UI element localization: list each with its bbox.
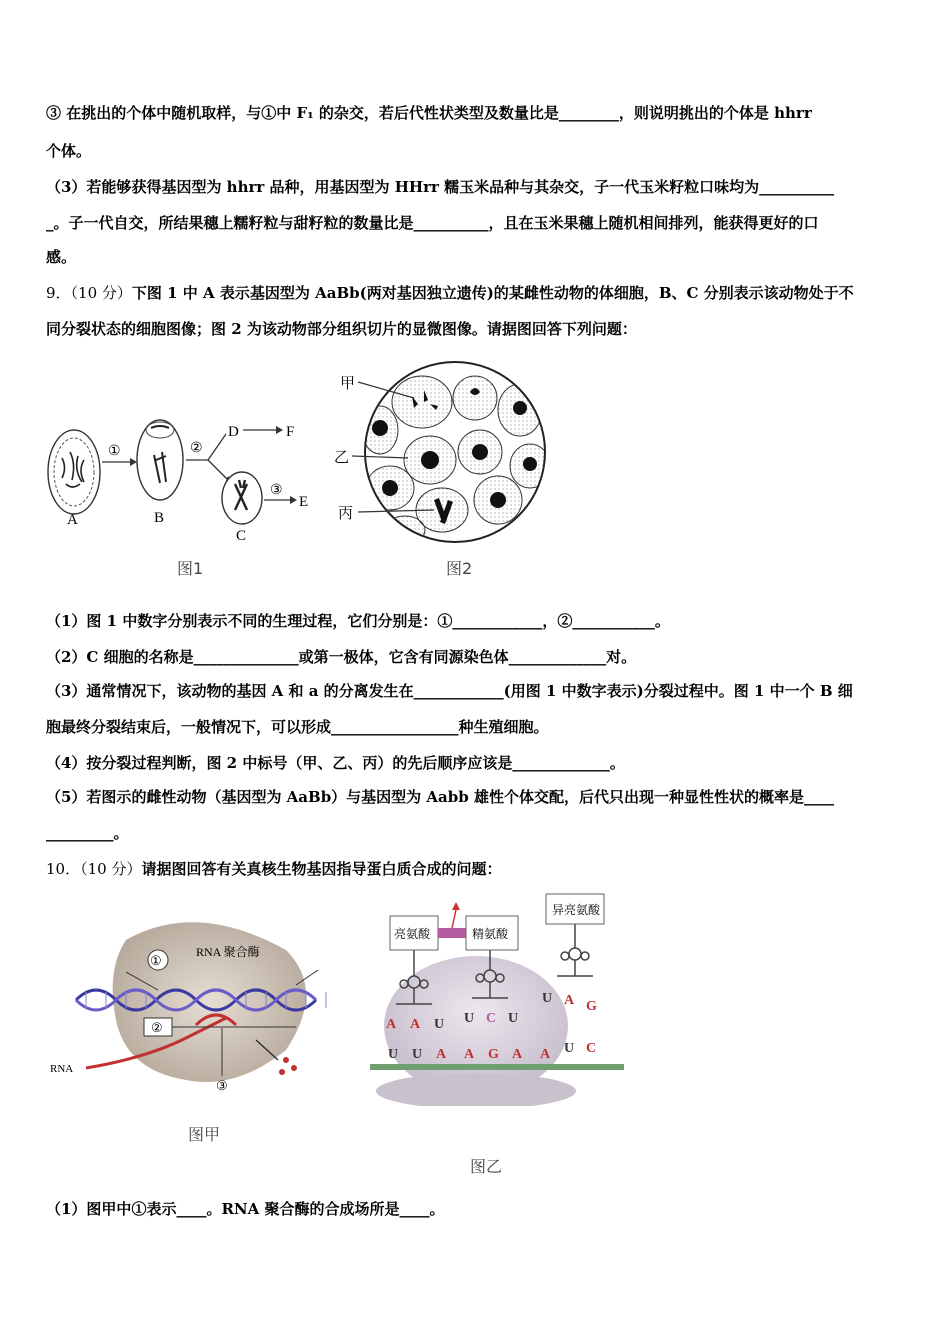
amino-acid-3: 异亮氨酸 [552, 903, 601, 917]
mrna-base-2: U [412, 1047, 423, 1062]
cell-c-label: C [236, 528, 247, 544]
mrna-base-5: G [488, 1047, 499, 1062]
anticodon-2-3: U [508, 1011, 519, 1026]
mrna-base-8: U [564, 1041, 575, 1056]
q9-sub5-line2: _________。 [46, 824, 129, 842]
cell-a [48, 430, 100, 514]
cell-a-label: A [67, 512, 78, 528]
figure-1 [40, 400, 330, 580]
fig-jia-rna-label: RNA [50, 1063, 74, 1075]
output-d-label: D [228, 424, 239, 440]
fig-jia-marker-3: ③ [216, 1078, 228, 1093]
q9-stem-line1 [46, 282, 854, 303]
anticodon-1-3: U [434, 1017, 445, 1032]
q9-stem-text: 下图 1 中 A 表示基因型为 AaBb(两对基因独立遗传)的某雌性动物的体细胞，B、C 分别表示该动物处于不 [131, 284, 854, 302]
q9-sub4: （4）按分裂过程判断，图 2 中标号（甲、乙、丙）的先后顺序应该是_____________。 [46, 754, 625, 772]
q9-sub2: （2）C 细胞的名称是______________或第一极体，它含有同源染色体_____________对。 [46, 648, 637, 666]
fig2-label-jia: 甲 [340, 376, 356, 392]
step-3-label: ③ [270, 483, 283, 498]
output-f-label: F [286, 424, 295, 440]
fig-jia-marker-2: ② [151, 1020, 163, 1035]
fig-jia-marker-1: ① [150, 953, 162, 968]
mrna-base-4: A [464, 1047, 475, 1062]
anticodon-1-2: A [410, 1017, 421, 1032]
ribosome-small [376, 1073, 576, 1106]
figure-jia [46, 900, 346, 1100]
step-2-label: ② [190, 441, 203, 456]
fig2-label-bing: 丙 [338, 506, 354, 522]
figure-yi-caption: 图乙 [470, 1157, 503, 1176]
q10-sub1: （1）图甲中①表示____。RNA 聚合酶的合成场所是____。 [46, 1200, 445, 1218]
mrna-base-1: U [388, 1047, 399, 1062]
q9-sub3-line2: 胞最终分裂结束后，一般情况下，可以形成_________________种生殖细胞。 [46, 718, 549, 736]
mrna-base-6: A [512, 1047, 523, 1062]
figure-jia-caption: 图甲 [188, 1125, 221, 1144]
q9-number: 9．（10 分） [46, 284, 132, 302]
q8-line1: ③ 在挑出的个体中随机取样，与①中 F₁ 的杂交，若后代性状类型及数量比是________，则说明挑出的个体是 hhrr [46, 104, 812, 122]
figure-1-caption: 图1 [177, 559, 204, 578]
mrna-strand [370, 1064, 624, 1070]
amino-acid-2: 精氨酸 [472, 927, 509, 941]
figure-yi [366, 886, 630, 1106]
mrna-base-9: C [586, 1041, 597, 1056]
q9-stem-line2: 同分裂状态的细胞图像；图 2 为该动物部分组织切片的显微图像。请据图回答下列问题： [46, 320, 637, 338]
q8-line2: 个体。 [46, 142, 92, 160]
anticodon-3-1: U [542, 991, 553, 1006]
cell-c [222, 472, 262, 524]
q10-stem-text: 请据图回答有关真核生物基因指导蛋白质合成的问题： [141, 860, 502, 878]
figure-2 [330, 360, 560, 545]
mrna-base-7: A [540, 1047, 551, 1062]
q9-sub1: （1）图 1 中数字分别表示不同的生理过程，它们分别是：①____________，②___________。 [46, 612, 670, 630]
cell-b-label: B [154, 510, 165, 526]
fig2-label-yi: 乙 [334, 450, 350, 466]
q8-p3-line2: _。子一代自交，所结果穗上糯籽粒与甜籽粒的数量比是__________，且在玉米果穗上随机相间排列，能获得更好的口 [46, 214, 819, 232]
q9-sub5-line1: （5）若图示的雌性动物（基因型为 AaBb）与基因型为 Aabb 雄性个体交配，后代只出现一种显性性状的概率是____ [46, 788, 834, 806]
cell-b [137, 420, 183, 500]
figure-2-caption: 图2 [446, 559, 473, 578]
fig-jia-enzyme-label: RNA 聚合酶 [196, 945, 260, 959]
step-1-label: ① [108, 444, 121, 459]
anticodon-3-2: A [564, 993, 575, 1008]
anticodon-3-3: G [586, 999, 597, 1014]
q8-p3-line3: 感。 [46, 248, 77, 266]
anticodon-2-2: C [486, 1011, 497, 1026]
q10-number: 10．（10 分） [46, 860, 142, 878]
q8-p3-line1: （3）若能够获得基因型为 hhrr 品种，用基因型为 HHrr 糯玉米品种与其杂交，子一代玉米籽粒口味均为__________ [46, 178, 835, 196]
q9-sub3-line1: （3）通常情况下，该动物的基因 A 和 a 的分离发生在____________(用图 1 中数字表示)分裂过程中。图 1 中一个 B 细 [46, 682, 853, 700]
anticodon-2-1: U [464, 1011, 475, 1026]
anticodon-1-1: A [386, 1017, 397, 1032]
output-e-label: E [299, 494, 309, 510]
amino-acid-1: 亮氨酸 [394, 927, 431, 941]
mrna-base-3: A [436, 1047, 447, 1062]
q10-stem [46, 858, 501, 879]
